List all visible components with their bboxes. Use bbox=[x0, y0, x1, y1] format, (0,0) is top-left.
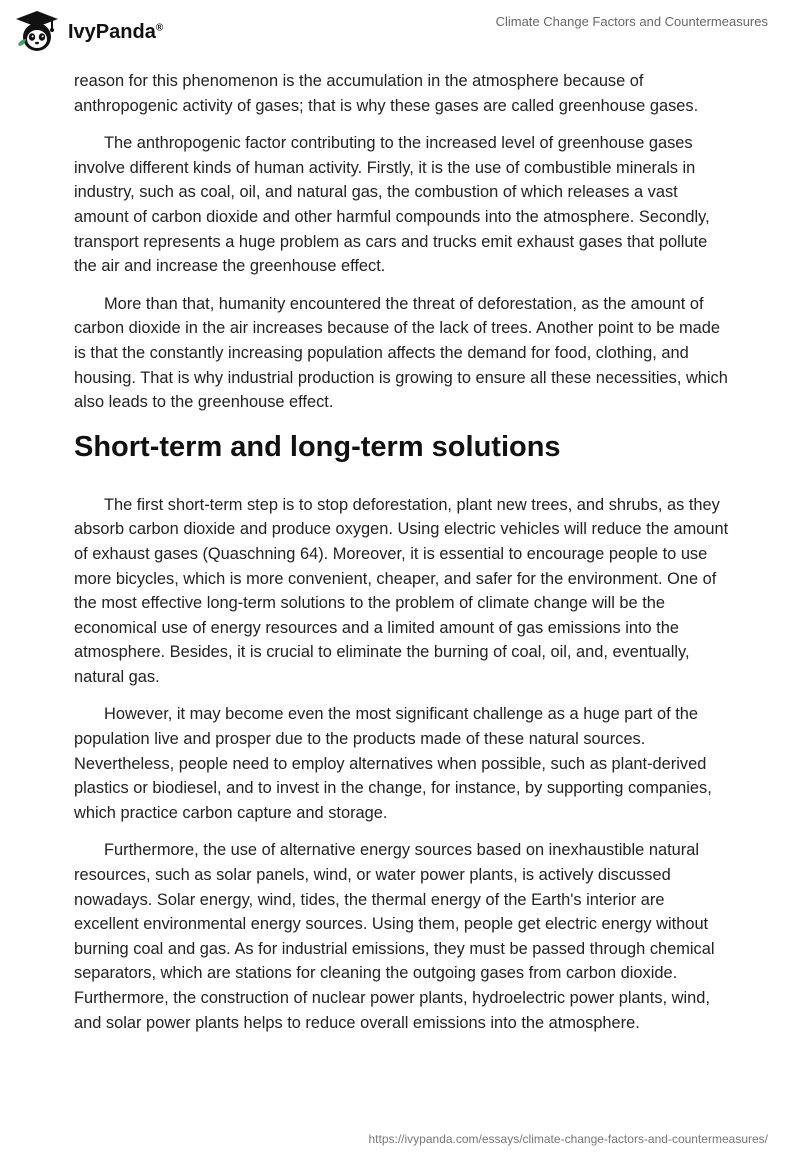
logo-text: IvyPanda® bbox=[68, 20, 164, 43]
paragraph: The anthropogenic factor contributing to the increased level of greenhouse gases involve different kinds of human activity. Firstly, it is the use of combustible minerals in industry, such as coal, oil, and natural gas, the combustion of which releases a vast amount of carbon dioxide and other harmful compounds into the atmosphere. Secondly, transport represents a huge problem as cars and trucks emit exhaust gases that pollute the air and increase the greenhouse effect. bbox=[74, 134, 710, 276]
paragraph: reason for this phenomenon is the accumulation in the atmosphere because of anthropogenic activity of gases; that is why these gases are called greenhouse gases. bbox=[74, 72, 699, 115]
panda-logo-icon bbox=[14, 9, 60, 55]
registered-mark: ® bbox=[155, 21, 164, 33]
ivypanda-logo[interactable] bbox=[14, 8, 163, 56]
paragraph: Furthermore, the use of alternative energy sources based on inexhaustible natural resources, such as solar panels, wind, or water power plants, is actively discussed nowadays. Solar energy, wind, tides, the thermal energy of the Earth's interior are excellent environmental energy sources. Using them, people get electric energy without burning coal and gas. As for industrial emissions, they must be passed through chemical separators, which are stations for cleaning the outgoing gases from carbon dioxide. Furthermore, the construction of nuclear power plants, hydroelectric power plants, wind, and solar power plants helps to reduce overall emissions into the atmosphere. bbox=[74, 841, 715, 1032]
paragraph: The first short-term step is to stop deforestation, plant new trees, and shrubs, as they absorb carbon dioxide and produce oxygen. Using electric vehicles will reduce the amount of exhaust gases (Quaschning 64). Moreover, it is essential to encourage people to use more bicycles, which is more convenient, cheaper, and safer for the environment. One of the most effective long-term solutions to the problem of climate change will be the economical use of energy resources and a limited amount of gas emissions into the atmosphere. Besides, it is crucial to eliminate the burning of coal, oil, and, eventually, natural gas. bbox=[74, 495, 729, 686]
paragraph: More than that, humanity encountered the threat of deforestation, as the amount of carbon dioxide in the air increases because of the lack of trees. Another point to be made is that the constantly increasing population affects the demand for food, clothing, and housing. That is why industrial production is growing to ensure all these necessities, which also leads to the greenhouse effect. bbox=[74, 294, 728, 412]
paragraph: However, it may become even the most significant challenge as a huge part of the population live and prosper due to the products made of these natural sources. Nevertheless, people need to employ alternatives when possible, such as plant-derived plastics or biodiesel, and to invest in the change, for instance, by supporting companies, which practice carbon capture and storage. bbox=[74, 705, 712, 822]
source-url[interactable]: https://ivypanda.com/essays/climate-change-factors-and-countermeasures/ bbox=[368, 1132, 768, 1146]
document-title: Climate Change Factors and Countermeasures bbox=[495, 14, 768, 29]
page-header bbox=[0, 0, 800, 66]
section-heading: Short-term and long-term solutions bbox=[74, 430, 561, 463]
essay-content bbox=[74, 69, 730, 1048]
